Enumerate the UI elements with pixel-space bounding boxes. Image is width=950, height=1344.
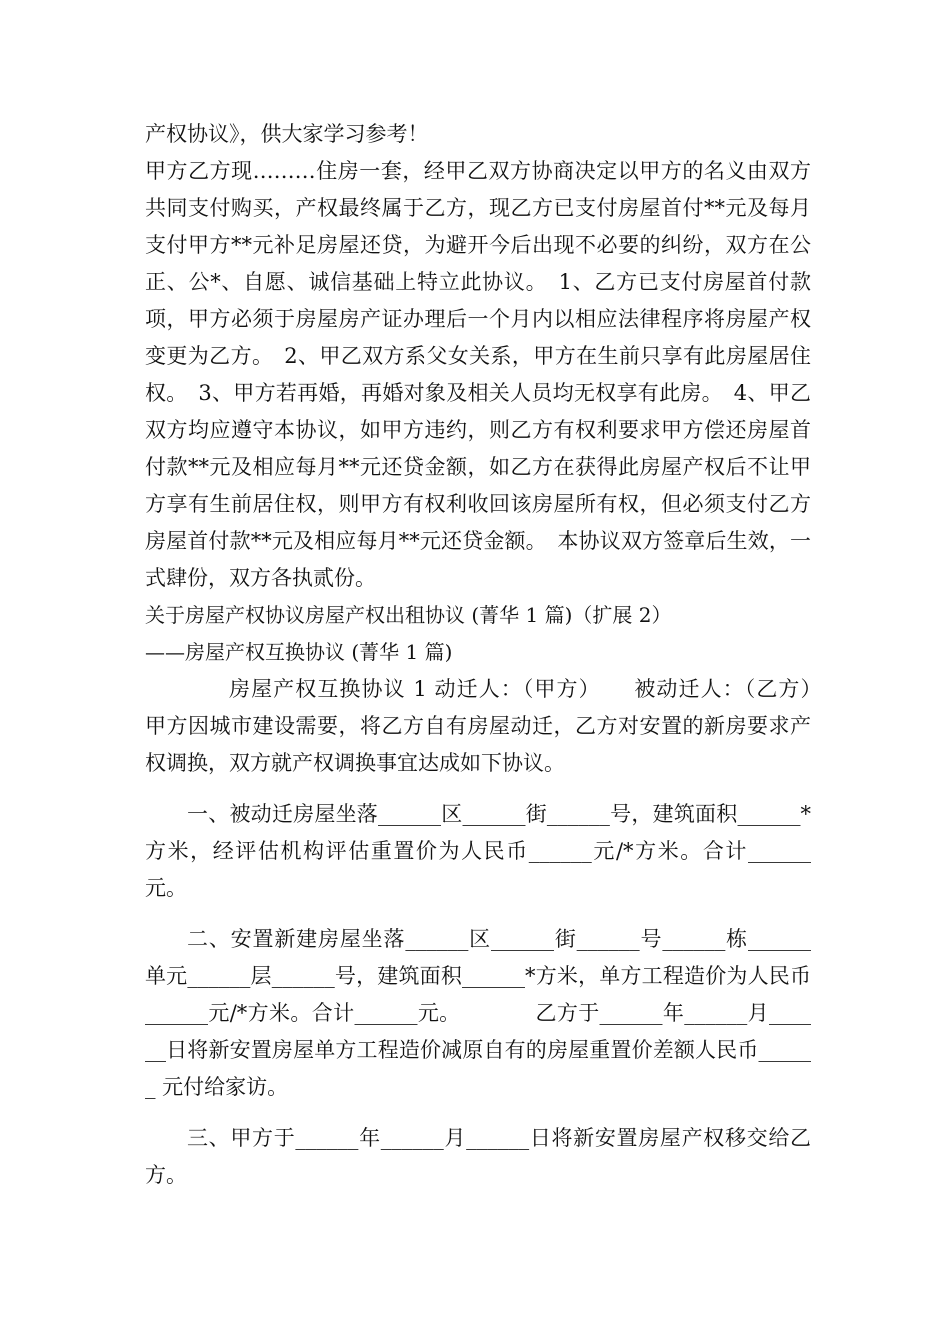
clause-3-paragraph: 三、甲方于______年______月______日将新安置房屋产权移交给乙方。 [145,1126,811,1187]
document-page [145,116,853,1194]
agreement-body-paragraph: 甲方乙方现………住房一套，经甲乙双方协商决定以甲方的名义由双方共同支付购买，产权最终属于乙方，现乙方已支付房屋首付**元及每月支付甲方**元补足房屋还贷，为避开今后出现不必要的纠纷，双方在公正、公*、自愿、诚信基础上特立此协议。 1、乙方已支付房屋首付款项，甲方必须于房屋房产证办理后一个月内以相应法律程序将房屋产权变更为乙方。 2、甲乙双方系父女关系，甲方在生前只享有此房屋居住权。 3、甲方若再婚，再婚对象及相关人员均无权享有此房。 4、甲乙双方均应遵守本协议，如甲方违约，则乙方有权利要求甲方偿还房屋首付款**元及相应每月**元还贷金额，如乙方在获得此房屋产权后不让甲方享有生前居住权，则甲方有权利收回该房屋所有权，但必须支付乙方房屋首付款**元及相应每月**元还贷金额。 本协议双方签章后生效，一式肆份，双方各执贰份。 [145,159,811,590]
clause-1-paragraph: 一、被动迁房屋坐落______区______街______号，建筑面积______*方米，经评估机构评估重置价为人民币______元/*方米。合计______元。 [145,802,811,900]
section-title-1: 关于房屋产权协议房屋产权出租协议 (菁华 1 篇)（扩展 2） [145,603,672,627]
section-title-2: ——房屋产权互换协议 (菁华 1 篇) [145,640,453,664]
clause-2-paragraph: 二、安置新建房屋坐落______区______街______号______栋______单元______层______号，建筑面积______*方米，单方工程造价为人民币______元/*方米。合计______元。 乙方于______年______月______日将新安置房屋单方工程造价减原自有的房屋重置价差额人民币______ 元付给家访。 [145,927,811,1099]
intro-tail-paragraph: 产权协议》，供大家学习参考！ [145,122,429,146]
exchange-intro-paragraph: 房屋产权互换协议 1 动迁人：（甲方） 被动迁人：（乙方） 甲方因城市建设需要，将乙方自有房屋动迁，乙方对安置的新房要求产权调换，双方就产权调换事宜达成如下协议。 [145,677,853,775]
